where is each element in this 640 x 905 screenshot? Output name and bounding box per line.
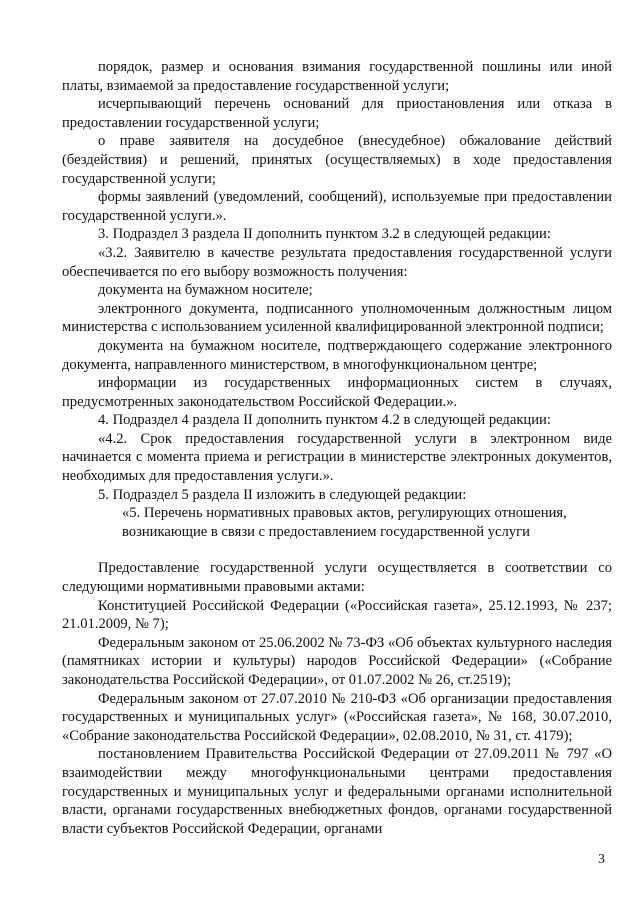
paragraph: документа на бумажном носителе; (98, 282, 313, 299)
paragraph: Конституцией Российской Федерации («Российская газета», 25.12.1993, № 237; 21.01.2009, № 7); (62, 597, 612, 633)
paragraph: «4.2. Срок предоставления государственной услуги в электронном виде начинается с момента приема и регистрации в министерстве электронных документов, необходимых для предоставления услуги.». (62, 430, 612, 485)
paragraph: 5. Подраздел 5 раздела II изложить в следующей редакции: (98, 486, 467, 503)
paragraph: документа на бумажном носителе, подтверждающего содержание электронного документа, направленного министерством, в многофункциональном центре; (62, 337, 612, 373)
section-heading: «5. Перечень нормативных правовых актов, регулирующих отношения, возникающие в связи с предоставлением государственной услуги (122, 505, 567, 540)
page-number: 3 (598, 852, 605, 867)
paragraph: порядок, размер и основания взимания государственной пошлины или иной платы, взимаемой за предоставление государственной услуги; (62, 59, 612, 94)
paragraph: о праве заявителя на досудебное (внесудебное) обжалование действий (бездействия) и решений, принятых (осуществляемых) в ходе предоставления государственной услуги; (62, 133, 612, 187)
paragraph: электронного документа, подписанного уполномоченным должностным лицом министерства с использованием усиленной квалифицированной электронной подписи; (62, 300, 612, 336)
document-body (62, 58, 612, 838)
paragraph: Предоставление государственной услуги осуществляется в соответствии со следующими нормативными правовыми актами: (62, 560, 612, 596)
paragraph: 3. Подраздел 3 раздела II дополнить пунктом 3.2 в следующей редакции: (98, 226, 551, 243)
paragraph: информации из государственных информационных систем в случаях, предусмотренных законодательством Российской Федерации.». (62, 375, 612, 410)
paragraph: постановлением Правительства Российской Федерации от 27.09.2011 № 797 «О взаимодействии между многофункциональными центрами предоставления государственных и муниципальных услуг и федеральными органами исполнительной власти, органами государственных внебюджетных фондов, органами государственной власти субъектов Российской Федерации, органами (62, 746, 612, 837)
paragraph: формы заявлений (уведомлений, сообщений), используемые при предоставлении государственной услуги.». (62, 189, 612, 224)
paragraph: Федеральным законом от 27.07.2010 № 210-ФЗ «Об организации предоставления государственных и муниципальных услуг» («Российская газета», № 168, 30.07.2010, «Собрание законодательства Российской Федерации», 02.08.2010, № 31, ст. 4179); (62, 690, 612, 744)
paragraph: 4. Подраздел 4 раздела II дополнить пунктом 4.2 в следующей редакции: (98, 412, 551, 429)
paragraph: исчерпывающий перечень оснований для приостановления или отказа в предоставлении государственной услуги; (62, 96, 612, 131)
section-spacer (62, 541, 612, 559)
paragraph: «3.2. Заявителю в качестве результата предоставления государственной услуги обеспечивается по его выбору возможность получения: (62, 244, 612, 280)
paragraph: Федеральным законом от 25.06.2002 № 73-ФЗ «Об объектах культурного наследия (памятниках истории и культуры) народов Российской Федерации» («Собрание законодательства Российской Федерации», от 01.07.2002 № 26, ст.2519); (62, 634, 612, 688)
